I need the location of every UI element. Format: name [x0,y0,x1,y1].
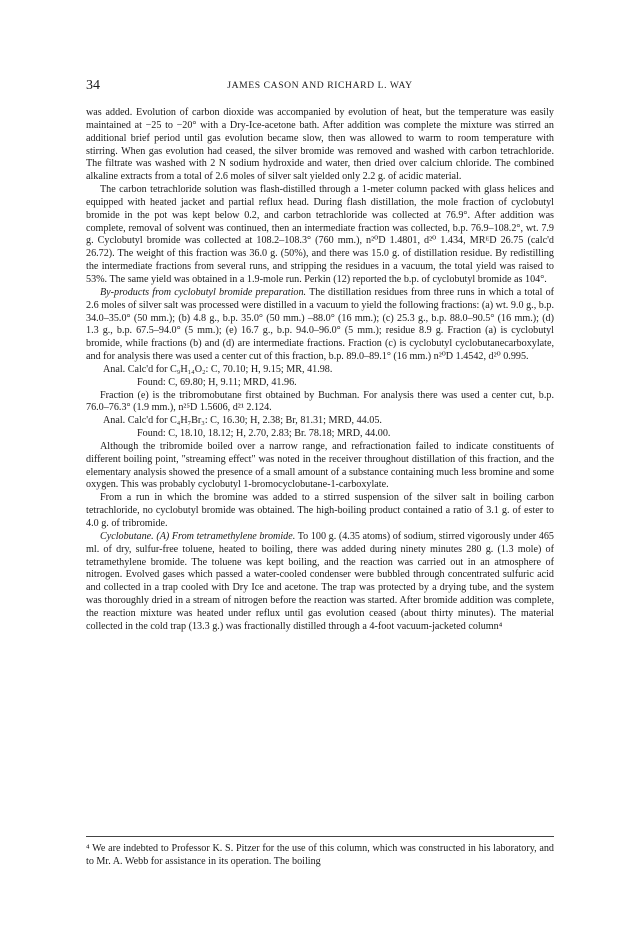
footnote-divider [86,836,554,837]
running-title: JAMES CASON AND RICHARD L. WAY [227,80,413,91]
page-header [86,78,554,94]
paragraph [86,531,554,634]
analysis-line: Anal. Calc'd for C₄H₇Br₃: C, 16.30; H, 2.38; Br, 81.31; MRD, 44.05. [103,415,382,427]
analysis-line: Found: C, 69.80; H, 9.11; MRD, 41.96. [137,376,297,388]
paragraph: The carbon tetrachloride solution was flash-distilled through a 1-meter column packed with glass helices and equipped with heated jacket and partial reflux head. During flash distillation, the mole fraction of cyclobutyl bromide in the pot was kept below 0.2, and carbon tetrachloride was collected at 76.9°. After addition was complete, removal of solvent was continued, then an intermediate fraction was collected, b.p. 76.9–108.2°, wt. 7.9 g. Cyclobutyl bromide was collected at 108.2–108.3° (760 mm.), n²⁰D 1.4801, d²⁰ 1.434, MRᴱD 26.75 (calc'd 26.72). The weight of this fraction was 36.0 g. (50%), and there was 15.0 g. of distillation residue. By redistilling the intermediate fractions from several runs, and stripping the residues in a vacuum, the total yield was raised to 53%. The same yield was obtained in a 1.9-mole run. Perkin (12) reported the b.p. of cyclobutyl bromide as 104°. [86,184,554,285]
paragraph-text: To 100 g. (4.35 atoms) of sodium, stirred vigorously under 465 ml. of dry, sulfur-free toluene, heated to boiling, there was added during ninety minutes 280 g. (1.3 mole) of tetramethylene bromide. The toluene was kept boiling, and the reaction was carried out in an atmosphere of nitrogen. Evolved gases which passed a water-cooled condenser were bubbled through concentrated sulfuric acid and collected in a trap cooled with Dry Ice and acetone. The trap was protected by a drying tube, and the system was thoroughly dried in a stream of nitrogen before the reaction was started. After bromide addition was complete, the reaction mixture was heated under reflux until gas evolution ceased (about thirty minutes). The material collected in the cold trap (13.3 g.) was fractionally distilled through a 4-foot vacuum-jacketed column⁴ [86,530,554,632]
paragraph: was added. Evolution of carbon dioxide was accompanied by evolution of heat, but the temperature was easily maintained at −25 to −20° with a Dry-Ice-acetone bath. After addition was complete the mixture was stirred an additional brief period until gas evolution became slow, then was allowed to warm to room temperature with stirring. When gas evolution had ceased, the silver bromide was removed and washed with carbon tetrachloride. The filtrate was washed with 2 N sodium hydroxide and water, then dried over calcium chloride. The combined alkaline extracts from a total of 2.6 moles of silver salt yielded only 2.2 g. of acidic material. [86,107,554,183]
footnote-text: ⁴ We are indebted to Professor K. S. Pitzer for the use of this column, which was constructed in his laboratory, and to Mr. A. Webb for assistance in its operation. The boiling [86,843,554,867]
section-lead: By-products from cyclobutyl bromide preparation. [100,286,307,298]
section-lead: Cyclobutane. (A) From tetramethylene bromide. [100,530,296,542]
analysis-line: Found: C, 18.10, 18.12; H, 2.70, 2.83; Br. 78.18; MRD, 44.00. [137,428,391,440]
analysis-line: Anal. Calc'd for C₉H₁₄O₂: C, 70.10; H, 9.15; MR, 41.98. [103,363,333,375]
paragraph-text: The distillation residues from three runs in which a total of 2.6 moles of silver salt was processed were distilled in a vacuum to yield the following fractions: (a) wt. 9.0 g., b.p. 34.0–35.0° (50 mm.); (b) 4.8 g., b.p. 35.0° (50 mm.) –88.0° (16 mm.); (c) 25.3 g., b.p. 88.0–90.5° (16 mm.); (d) 1.3 g., b.p. 67.5–94.0° (5 mm.); (e) 16.7 g., b.p. 94.0–96.0° (5 mm.); residue 8.9 g. Fraction (a) is cyclobutyl bromide, while fractions (b) and (d) are intermediate fractions. Fraction (c) is cyclobutyl cyclobutanecarboxylate, and for analysis there was used a center cut of this fraction, b.p. 89.0–89.1° (16 mm.) n²⁰D 1.4542, d²⁰ 0.995. [86,286,554,363]
paragraph: From a run in which the bromine was added to a stirred suspension of the silver salt in boiling carbon tetrachloride, no cyclobutyl bromide was obtained. The high-boiling product contained a ratio of 3.1 g. of ester to 4.0 g. of tribromide. [86,492,554,529]
paragraph: Although the tribromide boiled over a narrow range, and refractionation failed to indicate constituents of different boiling point, "streaming effect" was noted in the receiver throughout distillation of this fraction, and the elementary analysis showed the presence of a small amount of a substance containing much less bromine and some oxygen. This was probably cyclobutyl 1-bromocyclobutane-1-carboxylate. [86,440,554,491]
footnote [86,843,554,869]
article-body [86,107,554,634]
paragraph [86,287,554,364]
paragraph: Fraction (e) is the tribromobutane first obtained by Buchman. For analysis there was used a center cut, b.p. 76.0–76.3° (1.9 mm.), n²⁵D 1.5606, d²¹ 2.124. [86,389,554,414]
page-number: 34 [86,78,100,93]
